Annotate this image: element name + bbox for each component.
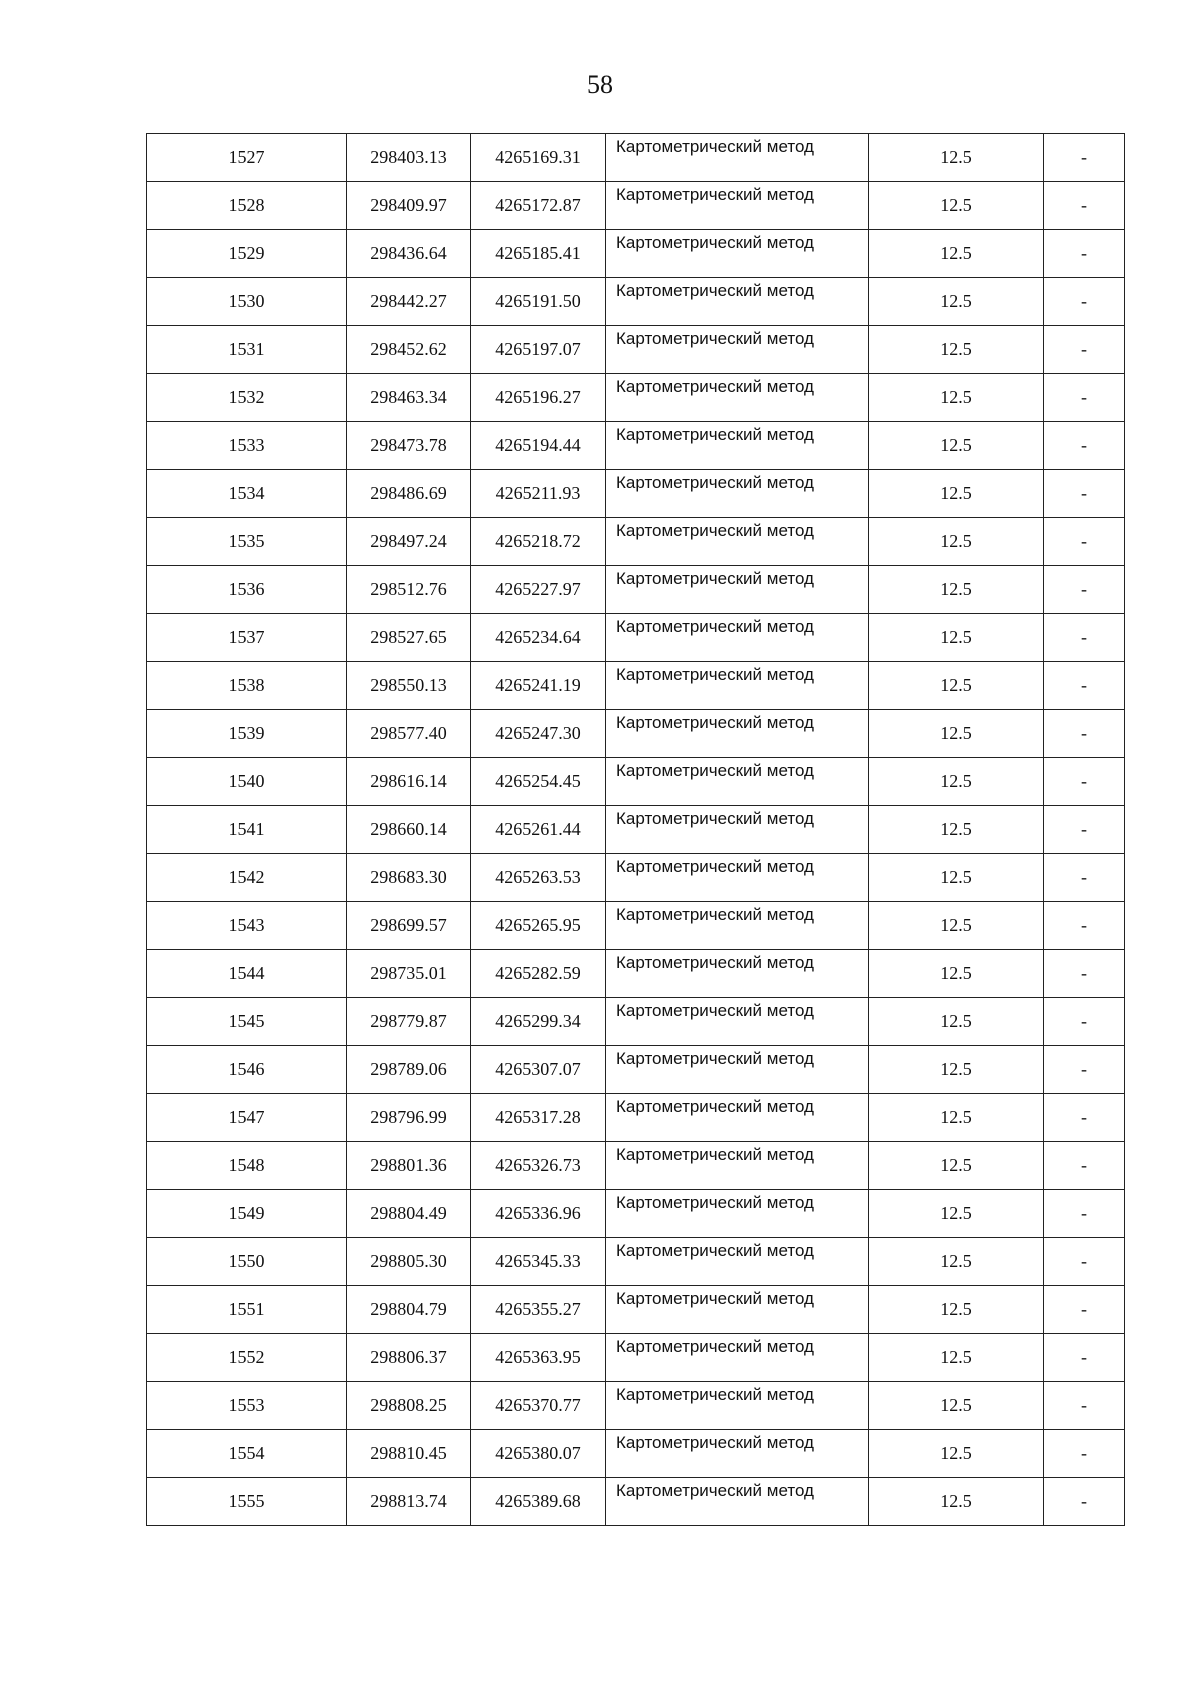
method-cell: Картометрический метод	[606, 998, 869, 1046]
x-coordinate-cell: 298436.64	[347, 230, 471, 278]
point-number-cell: 1533	[147, 422, 347, 470]
method-cell: Картометрический метод	[606, 758, 869, 806]
note-cell: -	[1044, 1094, 1125, 1142]
accuracy-cell: 12.5	[869, 662, 1044, 710]
x-coordinate-cell: 298452.62	[347, 326, 471, 374]
table-row	[147, 518, 1125, 566]
point-number-cell: 1554	[147, 1430, 347, 1478]
accuracy-cell: 12.5	[869, 710, 1044, 758]
note-cell: -	[1044, 1238, 1125, 1286]
note-cell: -	[1044, 134, 1125, 182]
table-row	[147, 854, 1125, 902]
method-cell: Картометрический метод	[606, 1046, 869, 1094]
accuracy-cell: 12.5	[869, 1094, 1044, 1142]
x-coordinate-cell: 298550.13	[347, 662, 471, 710]
method-cell: Картометрический метод	[606, 710, 869, 758]
point-number-cell: 1541	[147, 806, 347, 854]
accuracy-cell: 12.5	[869, 1334, 1044, 1382]
method-cell: Картометрический метод	[606, 1238, 869, 1286]
point-number-cell: 1543	[147, 902, 347, 950]
table-row	[147, 1382, 1125, 1430]
point-number-cell: 1555	[147, 1478, 347, 1526]
table-row	[147, 1190, 1125, 1238]
coordinates-table	[146, 133, 1125, 1526]
note-cell: -	[1044, 374, 1125, 422]
table-row	[147, 950, 1125, 998]
x-coordinate-cell: 298796.99	[347, 1094, 471, 1142]
y-coordinate-cell: 4265169.31	[471, 134, 606, 182]
table-row	[147, 374, 1125, 422]
x-coordinate-cell: 298805.30	[347, 1238, 471, 1286]
point-number-cell: 1527	[147, 134, 347, 182]
y-coordinate-cell: 4265380.07	[471, 1430, 606, 1478]
table-row	[147, 1238, 1125, 1286]
y-coordinate-cell: 4265263.53	[471, 854, 606, 902]
accuracy-cell: 12.5	[869, 1190, 1044, 1238]
y-coordinate-cell: 4265336.96	[471, 1190, 606, 1238]
y-coordinate-cell: 4265185.41	[471, 230, 606, 278]
table-body	[147, 134, 1125, 1526]
method-cell: Картометрический метод	[606, 566, 869, 614]
x-coordinate-cell: 298486.69	[347, 470, 471, 518]
y-coordinate-cell: 4265345.33	[471, 1238, 606, 1286]
accuracy-cell: 12.5	[869, 854, 1044, 902]
y-coordinate-cell: 4265234.64	[471, 614, 606, 662]
accuracy-cell: 12.5	[869, 758, 1044, 806]
x-coordinate-cell: 298804.49	[347, 1190, 471, 1238]
note-cell: -	[1044, 1046, 1125, 1094]
table-row	[147, 1334, 1125, 1382]
accuracy-cell: 12.5	[869, 614, 1044, 662]
note-cell: -	[1044, 326, 1125, 374]
point-number-cell: 1534	[147, 470, 347, 518]
point-number-cell: 1529	[147, 230, 347, 278]
table-row	[147, 662, 1125, 710]
note-cell: -	[1044, 854, 1125, 902]
x-coordinate-cell: 298813.74	[347, 1478, 471, 1526]
note-cell: -	[1044, 230, 1125, 278]
accuracy-cell: 12.5	[869, 470, 1044, 518]
x-coordinate-cell: 298409.97	[347, 182, 471, 230]
method-cell: Картометрический метод	[606, 422, 869, 470]
accuracy-cell: 12.5	[869, 566, 1044, 614]
accuracy-cell: 12.5	[869, 278, 1044, 326]
accuracy-cell: 12.5	[869, 1046, 1044, 1094]
y-coordinate-cell: 4265218.72	[471, 518, 606, 566]
accuracy-cell: 12.5	[869, 518, 1044, 566]
y-coordinate-cell: 4265211.93	[471, 470, 606, 518]
note-cell: -	[1044, 1190, 1125, 1238]
x-coordinate-cell: 298683.30	[347, 854, 471, 902]
note-cell: -	[1044, 1478, 1125, 1526]
method-cell: Картометрический метод	[606, 1478, 869, 1526]
y-coordinate-cell: 4265227.97	[471, 566, 606, 614]
note-cell: -	[1044, 950, 1125, 998]
y-coordinate-cell: 4265241.19	[471, 662, 606, 710]
note-cell: -	[1044, 1334, 1125, 1382]
point-number-cell: 1539	[147, 710, 347, 758]
point-number-cell: 1547	[147, 1094, 347, 1142]
x-coordinate-cell: 298779.87	[347, 998, 471, 1046]
y-coordinate-cell: 4265254.45	[471, 758, 606, 806]
table-row	[147, 1094, 1125, 1142]
note-cell: -	[1044, 662, 1125, 710]
y-coordinate-cell: 4265197.07	[471, 326, 606, 374]
table-row	[147, 710, 1125, 758]
point-number-cell: 1528	[147, 182, 347, 230]
method-cell: Картометрический метод	[606, 230, 869, 278]
x-coordinate-cell: 298806.37	[347, 1334, 471, 1382]
point-number-cell: 1540	[147, 758, 347, 806]
point-number-cell: 1531	[147, 326, 347, 374]
y-coordinate-cell: 4265247.30	[471, 710, 606, 758]
point-number-cell: 1546	[147, 1046, 347, 1094]
table-row	[147, 902, 1125, 950]
y-coordinate-cell: 4265194.44	[471, 422, 606, 470]
table-row	[147, 278, 1125, 326]
note-cell: -	[1044, 1286, 1125, 1334]
point-number-cell: 1545	[147, 998, 347, 1046]
x-coordinate-cell: 298512.76	[347, 566, 471, 614]
accuracy-cell: 12.5	[869, 806, 1044, 854]
point-number-cell: 1537	[147, 614, 347, 662]
point-number-cell: 1542	[147, 854, 347, 902]
method-cell: Картометрический метод	[606, 806, 869, 854]
accuracy-cell: 12.5	[869, 1286, 1044, 1334]
note-cell: -	[1044, 902, 1125, 950]
point-number-cell: 1550	[147, 1238, 347, 1286]
table-row	[147, 134, 1125, 182]
y-coordinate-cell: 4265172.87	[471, 182, 606, 230]
point-number-cell: 1532	[147, 374, 347, 422]
table-row	[147, 1478, 1125, 1526]
method-cell: Картометрический метод	[606, 374, 869, 422]
note-cell: -	[1044, 566, 1125, 614]
x-coordinate-cell: 298808.25	[347, 1382, 471, 1430]
table-row	[147, 326, 1125, 374]
note-cell: -	[1044, 422, 1125, 470]
x-coordinate-cell: 298463.34	[347, 374, 471, 422]
y-coordinate-cell: 4265363.95	[471, 1334, 606, 1382]
accuracy-cell: 12.5	[869, 998, 1044, 1046]
note-cell: -	[1044, 1430, 1125, 1478]
point-number-cell: 1535	[147, 518, 347, 566]
x-coordinate-cell: 298442.27	[347, 278, 471, 326]
accuracy-cell: 12.5	[869, 902, 1044, 950]
method-cell: Картометрический метод	[606, 614, 869, 662]
note-cell: -	[1044, 182, 1125, 230]
method-cell: Картометрический метод	[606, 134, 869, 182]
accuracy-cell: 12.5	[869, 422, 1044, 470]
method-cell: Картометрический метод	[606, 1430, 869, 1478]
method-cell: Картометрический метод	[606, 1382, 869, 1430]
method-cell: Картометрический метод	[606, 326, 869, 374]
y-coordinate-cell: 4265326.73	[471, 1142, 606, 1190]
accuracy-cell: 12.5	[869, 1142, 1044, 1190]
x-coordinate-cell: 298616.14	[347, 758, 471, 806]
table-row	[147, 1430, 1125, 1478]
table-row	[147, 806, 1125, 854]
method-cell: Картометрический метод	[606, 1334, 869, 1382]
method-cell: Картометрический метод	[606, 470, 869, 518]
accuracy-cell: 12.5	[869, 1478, 1044, 1526]
y-coordinate-cell: 4265389.68	[471, 1478, 606, 1526]
note-cell: -	[1044, 806, 1125, 854]
y-coordinate-cell: 4265370.77	[471, 1382, 606, 1430]
x-coordinate-cell: 298735.01	[347, 950, 471, 998]
y-coordinate-cell: 4265191.50	[471, 278, 606, 326]
accuracy-cell: 12.5	[869, 182, 1044, 230]
x-coordinate-cell: 298577.40	[347, 710, 471, 758]
table-row	[147, 182, 1125, 230]
note-cell: -	[1044, 470, 1125, 518]
x-coordinate-cell: 298699.57	[347, 902, 471, 950]
accuracy-cell: 12.5	[869, 326, 1044, 374]
note-cell: -	[1044, 1142, 1125, 1190]
y-coordinate-cell: 4265299.34	[471, 998, 606, 1046]
point-number-cell: 1551	[147, 1286, 347, 1334]
method-cell: Картометрический метод	[606, 182, 869, 230]
y-coordinate-cell: 4265265.95	[471, 902, 606, 950]
point-number-cell: 1548	[147, 1142, 347, 1190]
y-coordinate-cell: 4265317.28	[471, 1094, 606, 1142]
method-cell: Картометрический метод	[606, 854, 869, 902]
note-cell: -	[1044, 758, 1125, 806]
note-cell: -	[1044, 998, 1125, 1046]
method-cell: Картометрический метод	[606, 950, 869, 998]
table-row	[147, 470, 1125, 518]
accuracy-cell: 12.5	[869, 134, 1044, 182]
x-coordinate-cell: 298789.06	[347, 1046, 471, 1094]
y-coordinate-cell: 4265282.59	[471, 950, 606, 998]
method-cell: Картометрический метод	[606, 1094, 869, 1142]
method-cell: Картометрический метод	[606, 1190, 869, 1238]
x-coordinate-cell: 298804.79	[347, 1286, 471, 1334]
y-coordinate-cell: 4265261.44	[471, 806, 606, 854]
table-row	[147, 422, 1125, 470]
accuracy-cell: 12.5	[869, 950, 1044, 998]
x-coordinate-cell: 298810.45	[347, 1430, 471, 1478]
method-cell: Картометрический метод	[606, 518, 869, 566]
table-row	[147, 230, 1125, 278]
note-cell: -	[1044, 518, 1125, 566]
point-number-cell: 1536	[147, 566, 347, 614]
x-coordinate-cell: 298527.65	[347, 614, 471, 662]
x-coordinate-cell: 298660.14	[347, 806, 471, 854]
method-cell: Картометрический метод	[606, 1286, 869, 1334]
method-cell: Картометрический метод	[606, 278, 869, 326]
table-row	[147, 998, 1125, 1046]
table-row	[147, 614, 1125, 662]
x-coordinate-cell: 298403.13	[347, 134, 471, 182]
x-coordinate-cell: 298497.24	[347, 518, 471, 566]
note-cell: -	[1044, 614, 1125, 662]
table-row	[147, 1286, 1125, 1334]
x-coordinate-cell: 298801.36	[347, 1142, 471, 1190]
table-row	[147, 566, 1125, 614]
method-cell: Картометрический метод	[606, 662, 869, 710]
y-coordinate-cell: 4265355.27	[471, 1286, 606, 1334]
accuracy-cell: 12.5	[869, 374, 1044, 422]
y-coordinate-cell: 4265307.07	[471, 1046, 606, 1094]
point-number-cell: 1538	[147, 662, 347, 710]
note-cell: -	[1044, 278, 1125, 326]
x-coordinate-cell: 298473.78	[347, 422, 471, 470]
point-number-cell: 1549	[147, 1190, 347, 1238]
table-row	[147, 1142, 1125, 1190]
point-number-cell: 1552	[147, 1334, 347, 1382]
method-cell: Картометрический метод	[606, 1142, 869, 1190]
note-cell: -	[1044, 1382, 1125, 1430]
accuracy-cell: 12.5	[869, 230, 1044, 278]
accuracy-cell: 12.5	[869, 1430, 1044, 1478]
accuracy-cell: 12.5	[869, 1238, 1044, 1286]
note-cell: -	[1044, 710, 1125, 758]
point-number-cell: 1553	[147, 1382, 347, 1430]
method-cell: Картометрический метод	[606, 902, 869, 950]
page-number: 58	[587, 70, 613, 99]
point-number-cell: 1544	[147, 950, 347, 998]
accuracy-cell: 12.5	[869, 1382, 1044, 1430]
table-row	[147, 1046, 1125, 1094]
table-row	[147, 758, 1125, 806]
y-coordinate-cell: 4265196.27	[471, 374, 606, 422]
point-number-cell: 1530	[147, 278, 347, 326]
